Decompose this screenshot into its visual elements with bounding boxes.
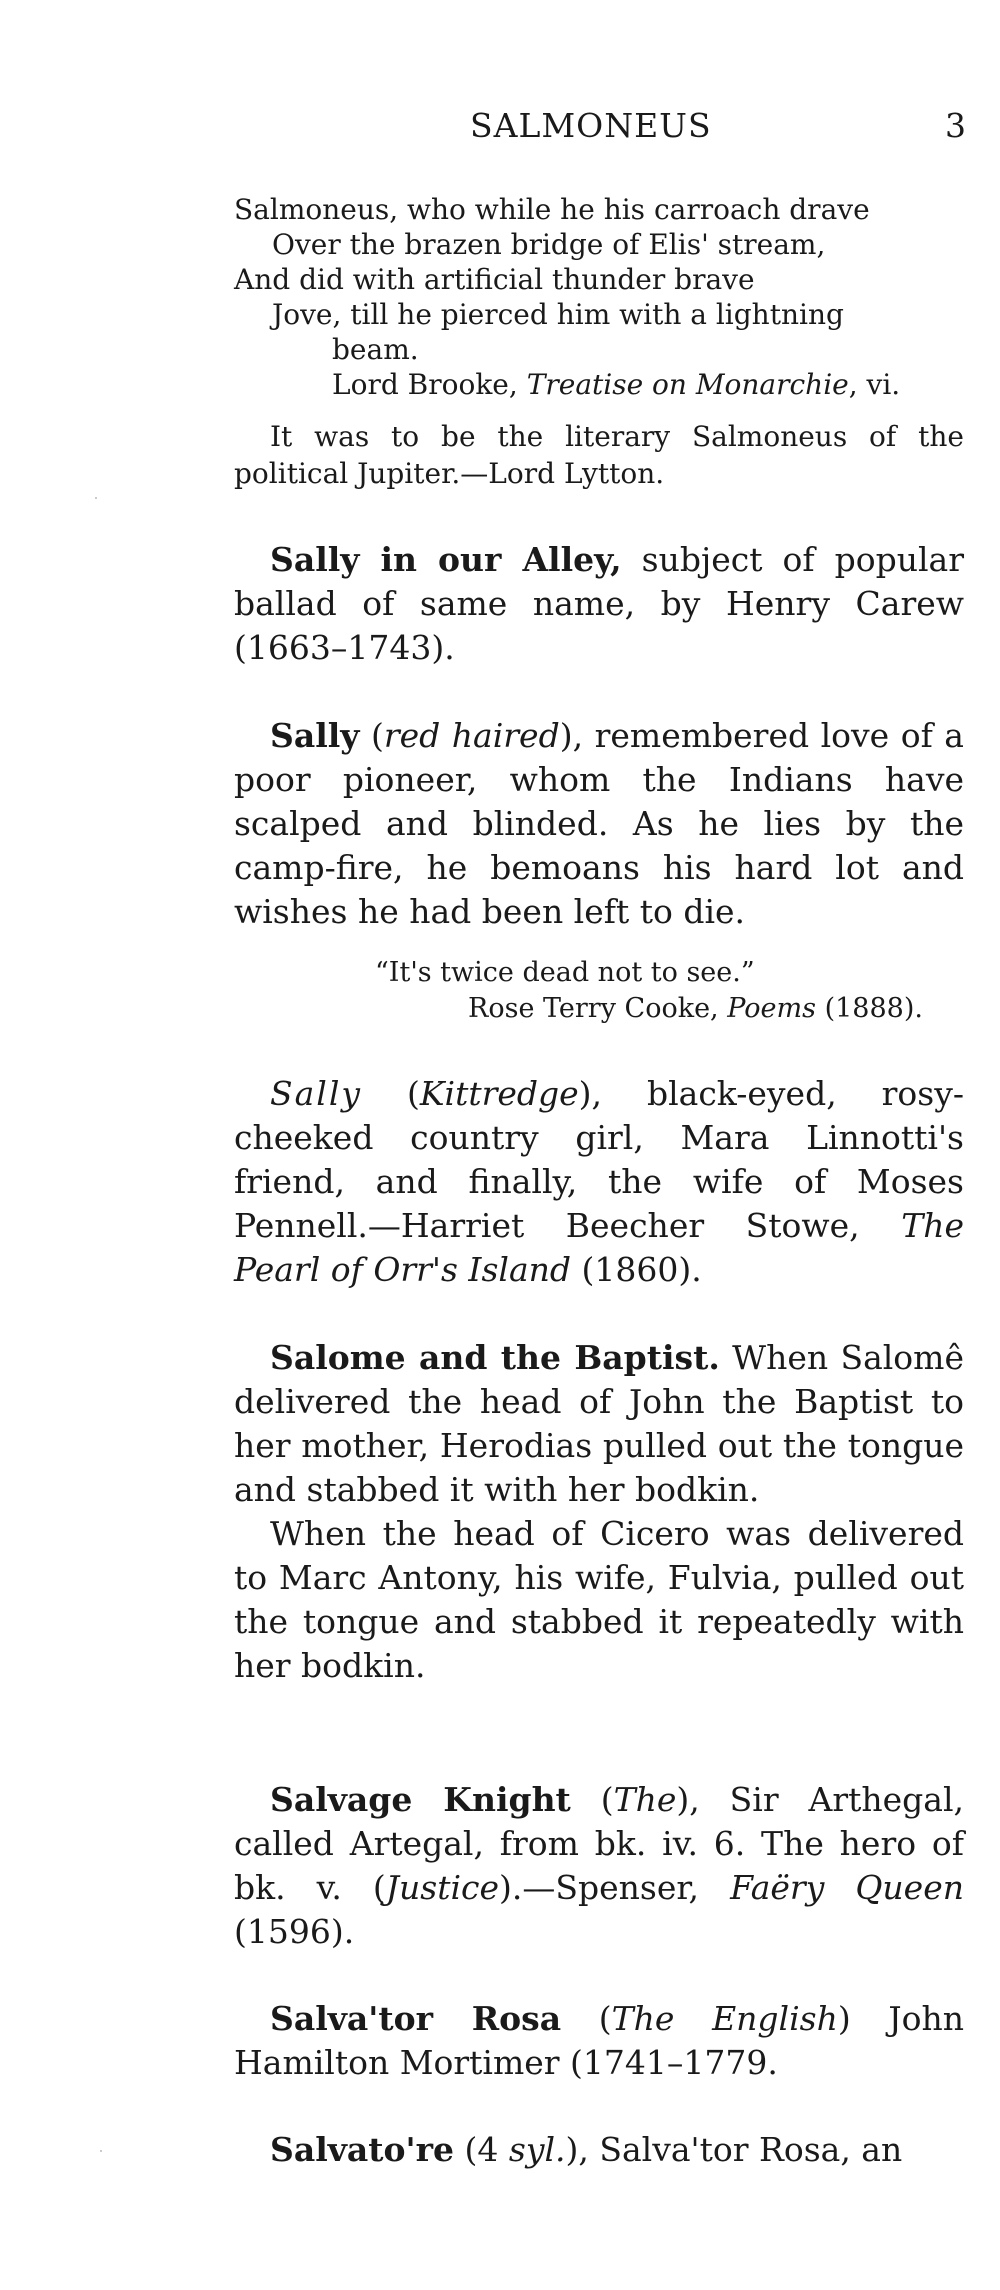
attribution-work: Treatise on Monarchie [526,368,849,401]
syl-prefix: (4 [454,2130,509,2169]
headword: Salva'tor Rosa [270,1999,562,2038]
entry-salvator-rosa-english: Salva'tor Rosa (The English) John Hamilton Mortimer (1741–1779. [234,1999,964,2082]
qualifier: The [613,1780,677,1819]
verse-line: Jove, till he pierced him with a lightning [272,298,844,331]
verse-line: beam. [332,333,419,366]
headword: Salome and the Baptist. [270,1338,720,1377]
headword: Sally [270,1074,363,1113]
headword: Sally in our Alley, [270,540,622,579]
entry-text: subject of popular ballad of same name, by Henry Carew (1663–1743). [234,540,964,667]
quote-work: Poems [727,993,816,1024]
quote-author: Rose Terry Cooke, [468,993,728,1024]
qualifier: Kittredge [419,1074,579,1113]
verse-attribution [234,367,974,402]
headword: Salvato're [270,2130,455,2169]
syl-label: syl. [508,2130,566,2169]
entry-sally-red-haired: Sally (red haired), remembered love of a poor pioneer, whom the Indians have scalped and blinded. As he lies by the camp-fire, he bemoans his hard lot and wishes he had been left to die. [234,716,964,931]
qualifier: The English [611,1999,838,2038]
work-title: Faëry Queen [730,1868,964,1907]
work-year: (1596). [234,1912,355,1951]
scan-speck [100,2150,102,2152]
entry-paragraph: When the head of Cicero was delivered to Marc Antony, his wife, Fulvia, pulled out the tongue and stabbed it repeatedly with her bodkin. [234,1514,964,1685]
entry-sally-in-our-alley [234,538,964,670]
entry-salvatore [234,2128,964,2172]
work-title: The Pearl of Orr's Island [234,1206,964,1289]
work-year: (1860). [571,1250,702,1289]
qualifier: red haired [383,716,560,755]
entry-text: , Sir Arthegal, called Artegal, from bk. iv. 6. The hero of bk. v. ( [234,1780,964,1907]
entry-text: ), Salva'tor Rosa, an [565,2130,903,2169]
entry-text: ).—Spenser, [499,1868,731,1907]
entry-text: John Hamilton Mortimer (1741–1779. [234,1999,964,2082]
verse-quotation [234,192,974,402]
running-title: SALMONEUS [470,106,712,145]
verse-line: And did with artificial thunder brave [234,263,755,296]
verse-line: Salmoneus, who while he his carroach drave [234,193,870,226]
running-head [0,106,1000,156]
attribution-author: Lord Brooke, [332,368,527,401]
justice-label: Justice [385,1868,500,1907]
lytton-note: It was to be the literary Salmoneus of the political Jupiter.—Lord Lytton. [234,420,964,490]
headword: Salvage Knight [270,1780,571,1819]
entry-salome-and-the-baptist [234,1336,964,1688]
entry-text: , remembered love of a poor pioneer, whom the Indians have scalped and blinded. As he lies by the camp-fire, he bemoans his hard lot and wishes he had been left to die. [234,716,964,931]
sally-quote: “It's twice dead not to see.” [375,957,755,988]
attribution-rest: , vi. [848,368,901,401]
page-number: 3 [945,106,966,145]
entry-salvage-knight: Salvage Knight (The), Sir Arthegal, called Artegal, from bk. iv. 6. The hero of bk. v. (Justice).—Spenser, Faëry Queen (1596). [234,1780,964,1951]
scan-speck [95,497,97,499]
entry-text: When Salomê delivered the head of John the Baptist to her mother, Herodias pulled out the tongue and stabbed it with her bodkin. [234,1338,964,1509]
headword: Sally [270,716,360,755]
entry-text: , black-eyed, rosy-cheeked country girl, Mara Linnotti's friend, and finally, the wife of Moses Pennell.—Harriet Beecher Stowe, [234,1074,964,1245]
verse-line: Over the brazen bridge of Elis' stream, [272,228,826,261]
quote-year: (1888). [815,993,923,1024]
entry-sally-kittredge: Sally (Kittredge), black-eyed, rosy-cheeked country girl, Mara Linnotti's friend, and finally, the wife of Moses Pennell.—Harriet Beecher Stowe, The Pearl of Orr's Island (1860). [234,1074,964,1289]
sally-quote-source [468,991,923,1027]
